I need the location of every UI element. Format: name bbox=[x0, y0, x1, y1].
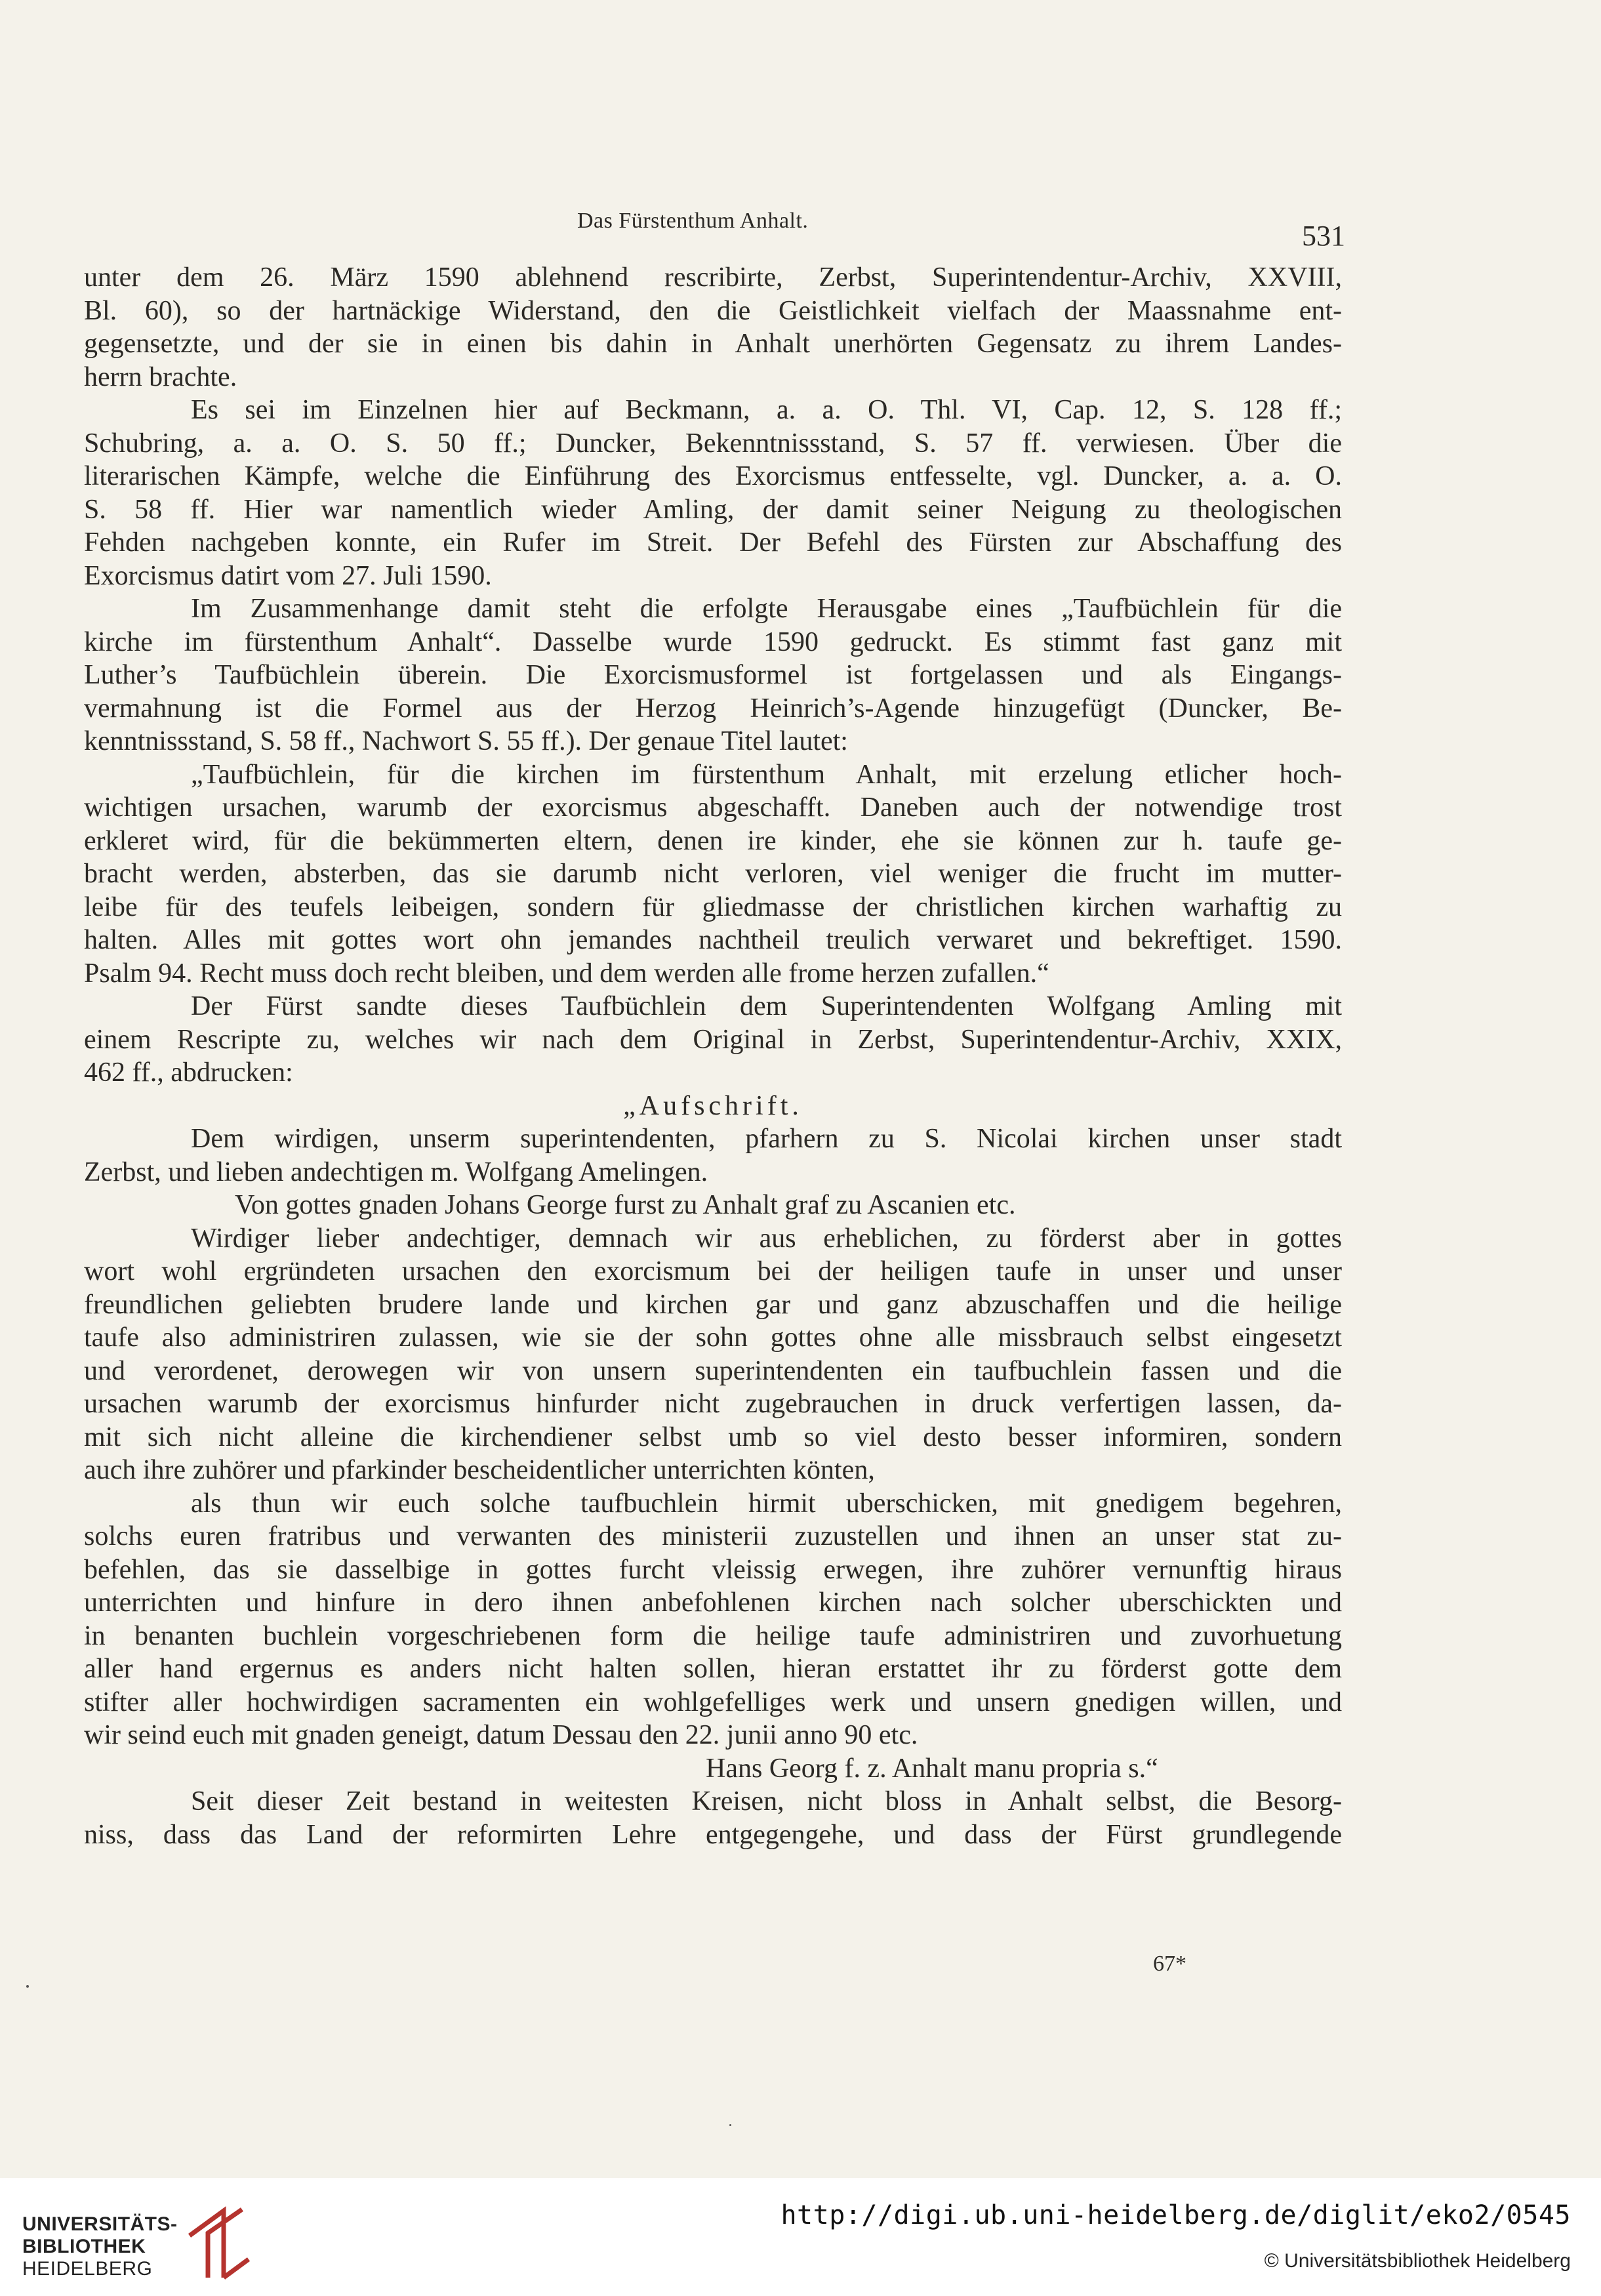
text-line: einem Rescripte zu, welches wir nach dem Original in Zerbst, Superintendentur-Archiv, XXIX, bbox=[84, 1024, 1342, 1055]
text-line: Zerbst, und lieben andechtigen m. Wolfgang Amelingen. bbox=[84, 1157, 708, 1187]
footer-bar bbox=[0, 2178, 1601, 2296]
paragraph bbox=[84, 394, 1342, 592]
copyright-notice: © Universitätsbibliothek Heidelberg bbox=[1264, 2250, 1571, 2272]
scan-speck bbox=[729, 2124, 731, 2126]
text-line: als thun wir euch solche taufbuchlein hirmit uberschicken, mit gnedigem begehren, bbox=[191, 1488, 1342, 1519]
salutation bbox=[84, 1189, 1342, 1222]
text-line: befehlen, das sie dasselbige in gottes furcht vleissig erwegen, ihre zuhörer vernunftig hiraus bbox=[84, 1554, 1342, 1585]
paragraph bbox=[84, 1785, 1342, 1851]
text-line: ursachen warumb der exorcismus hinfurder nicht zugebrauchen in druck verfertigen lassen, da- bbox=[84, 1389, 1342, 1419]
paragraph bbox=[84, 1222, 1342, 1487]
text-line: vermahnung ist die Formel aus der Herzog Heinrich’s-Agende hinzugefügt (Duncker, Be- bbox=[84, 693, 1342, 724]
text-line: S. 58 ff. Hier war namentlich wieder Amling, der damit seiner Neigung zu theologischen bbox=[84, 494, 1342, 525]
library-name-line2: BIBLIOTHEK bbox=[22, 2236, 146, 2257]
text-line: Der Fürst sandte dieses Taufbüchlein dem Superintendenten Wolfgang Amling mit bbox=[191, 991, 1342, 1021]
quoted-title bbox=[84, 758, 1342, 991]
text-line: Fehden nachgeben konnte, ein Rufer im Streit. Der Befehl des Fürsten zur Abschaffung des bbox=[84, 527, 1342, 558]
text-line: Luther’s Taufbüchlein überein. Die Exorcismusformel ist fortgelassen und als Eingangs- bbox=[84, 660, 1342, 690]
text-line: solchs euren fratribus und verwanten des ministerii zuzustellen und ihnen an unser stat zu- bbox=[84, 1521, 1342, 1551]
text-line: leibe für des teufels leibeigen, sondern für gliedmasse der christlichen kirchen warhaftig zu bbox=[84, 892, 1342, 922]
running-title: Das Fürstenthum Anhalt. bbox=[577, 209, 809, 233]
text-line: niss, dass das Land der reformirten Lehre entgegengehe, und dass der Fürst grundlegende bbox=[84, 1819, 1342, 1850]
text-line: Exorcismus datirt vom 27. Juli 1590. bbox=[84, 560, 492, 591]
paragraph bbox=[84, 990, 1342, 1090]
text-line: wichtigen ursachen, warumb der exorcismus abgeschafft. Daneben auch der notwendige trost bbox=[84, 792, 1342, 823]
text-line: mit sich nicht alleine die kirchendiener selbst umb so viel desto besser informiren, sondern bbox=[84, 1422, 1342, 1452]
page-number: 531 bbox=[1302, 220, 1345, 252]
library-logo[interactable] bbox=[22, 2199, 285, 2291]
text-line: und verordenet, derowegen wir von unsern superintendenten ein taufbuchlein fassen und die bbox=[84, 1355, 1342, 1386]
text-line: wort wohl ergründeten ursachen den exorcismum bei der heiligen taufe in unser und unser bbox=[84, 1256, 1342, 1286]
text-line: auch ihre zuhörer und pfarkinder bescheidentlicher unterrichten könten, bbox=[84, 1455, 875, 1485]
library-name-line3: HEIDELBERG bbox=[22, 2258, 153, 2280]
text-line: unterrichten und hinfure in dero ihnen anbefohlenen kirchen nach solcher uberschickten und bbox=[84, 1588, 1342, 1618]
heading-aufschrift: „Aufschrift. bbox=[623, 1090, 803, 1121]
paragraph bbox=[84, 1487, 1342, 1752]
library-emblem-icon bbox=[183, 2204, 255, 2283]
scan-speck bbox=[26, 1985, 29, 1988]
text-line: 462 ff., abdrucken: bbox=[84, 1057, 293, 1088]
text-line: „Taufbüchlein, für die kirchen im fürstenthum Anhalt, mit erzelung etlicher hoch- bbox=[191, 759, 1342, 790]
document-heading bbox=[84, 1090, 1342, 1123]
text-line: Psalm 94. Recht muss doch recht bleiben, und dem werden alle frome herzen zufallen.“ bbox=[84, 958, 1049, 989]
text-line: unter dem 26. März 1590 ablehnend rescribirte, Zerbst, Superintendentur-Archiv, XXVIII, bbox=[84, 262, 1342, 293]
text-line: Wirdiger lieber andechtiger, demnach wir aus erheblichen, zu förderst aber in gottes bbox=[191, 1223, 1342, 1254]
body-text bbox=[84, 261, 1342, 1851]
paragraph bbox=[84, 261, 1342, 394]
text-line: herrn brachte. bbox=[84, 361, 237, 392]
text-line: literarischen Kämpfe, welche die Einführung des Exorcismus entfesselte, vgl. Duncker, a. a. O. bbox=[84, 461, 1342, 491]
text-line: Bl. 60), so der hartnäckige Widerstand, den die Geistlichkeit vielfach der Maassnahme ent- bbox=[84, 295, 1342, 326]
text-line: aller hand ergernus es anders nicht halten sollen, hieran erstattet ihr zu förderst gotte dem bbox=[84, 1654, 1342, 1684]
text-line: kenntnissstand, S. 58 ff., Nachwort S. 55 ff.). Der genaue Titel lautet: bbox=[84, 726, 848, 756]
text-line: freundlichen geliebten brudere lande und kirchen gar und ganz abzuschaffen und die heilige bbox=[84, 1289, 1342, 1320]
text-line: Dem wirdigen, unserm superintendenten, pfarhern zu S. Nicolai kirchen unser stadt bbox=[191, 1124, 1342, 1154]
text-line: Es sei im Einzelnen hier auf Beckmann, a. a. O. Thl. VI, Cap. 12, S. 128 ff.; bbox=[191, 395, 1342, 425]
text-line: taufe also administriren zulassen, wie sie der sohn gottes ohne alle missbrauch selbst eingesetzt bbox=[84, 1322, 1342, 1353]
text-line: gegensetzte, und der sie in einen bis dahin in Anhalt unerhörten Gegensatz zu ihrem Landes- bbox=[84, 329, 1342, 359]
address-block bbox=[84, 1122, 1342, 1189]
text-line: kirche im fürstenthum Anhalt“. Dasselbe wurde 1590 gedruckt. Es stimmt fast ganz mit bbox=[84, 626, 1342, 657]
paragraph bbox=[84, 592, 1342, 758]
text-line: Schubring, a. a. O. S. 50 ff.; Duncker, Bekenntnissstand, S. 57 ff. verwiesen. Über die bbox=[84, 428, 1342, 459]
text-line: bracht werden, absterben, das sie darumb nicht verloren, viel weniger die frucht im mutter- bbox=[84, 859, 1342, 889]
text-line: halten. Alles mit gottes wort ohn jemandes nachtheil treulich verwaret und bekreftiget. 1590. bbox=[84, 925, 1342, 955]
text-line: Seit dieser Zeit bestand in weitesten Kreisen, nicht bloss in Anhalt selbst, die Besorg- bbox=[191, 1786, 1342, 1816]
sheet-signature: 67* bbox=[1153, 1952, 1186, 1976]
running-head bbox=[0, 209, 1601, 252]
permalink-url[interactable]: http://digi.ub.uni-heidelberg.de/diglit/eko2/0545 bbox=[780, 2200, 1571, 2230]
text-line: Im Zusammenhange damit steht die erfolgte Herausgabe eines „Taufbüchlein für die bbox=[191, 594, 1342, 624]
text-line: wir seind euch mit gnaden geneigt, datum Dessau den 22. junii anno 90 etc. bbox=[84, 1720, 918, 1750]
library-name-line1: UNIVERSITÄTS- bbox=[22, 2213, 178, 2235]
text-line: Hans Georg f. z. Anhalt manu propria s.“ bbox=[706, 1753, 1158, 1784]
text-line: Von gottes gnaden Johans George furst zu Anhalt graf zu Ascanien etc. bbox=[235, 1190, 1016, 1220]
text-line: erkleret wird, für die bekümmerten eltern, denen ire kinder, ehe sie können zur h. taufe ge- bbox=[84, 825, 1342, 856]
text-line: in benanten buchlein vorgeschriebenen form die heilige taufe administriren und zuvorhuetung bbox=[84, 1620, 1342, 1651]
text-line: stifter aller hochwirdigen sacramenten ein wohlgefelliges werk und unsern gnedigen willen, und bbox=[84, 1687, 1342, 1717]
signature bbox=[84, 1752, 1342, 1786]
